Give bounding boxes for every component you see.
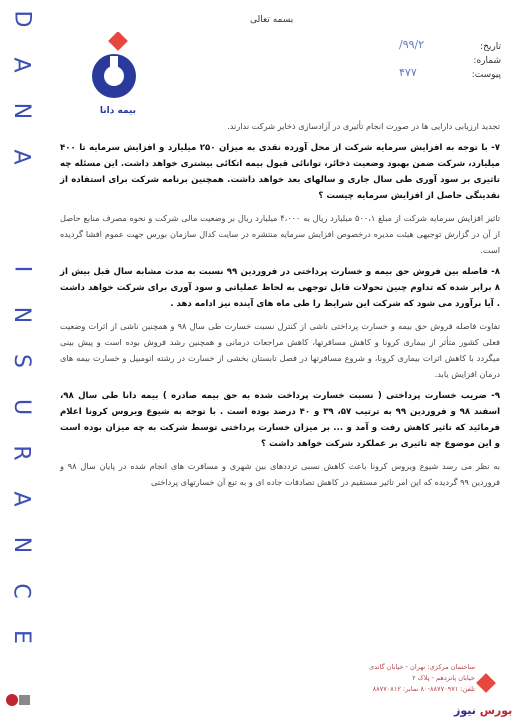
footer-address <box>345 662 475 695</box>
side-letter: A <box>9 491 34 507</box>
answer-8: تفاوت فاصله فروش حق بیمه و خسارت پرداختی ناشی از کنترل نسبت خسارت طی سال ۹۸ و همچنین ناشی از اثرات وضعیت فعلی کشور متأثر از بیماری کرونا و کاهش مسافرتها، کاهش مراجعات درمانی و همچنین رشد فروش بوده است و پیش بینی میگردد با کاهش اثرات بیماری کرونا، و شروع مسافرتها در فصل تابستان بخشی از خسارت در رشته اتومبیل و خسارت بیمه های درمان افزایش یابد. <box>60 321 500 379</box>
corner-stamp-icon <box>4 690 32 710</box>
side-letter: N <box>9 306 34 324</box>
watermark-part1: بورس <box>479 704 513 717</box>
side-letter: U <box>8 398 34 416</box>
attach-row <box>381 68 501 82</box>
side-letter: I <box>9 265 34 273</box>
side-letter: R <box>8 445 34 461</box>
question-7: ۷- با توجه به افزایش سرمایه شرکت از محل آورده نقدی به میزان ۲۵۰ میلیارد و افزایش سرمایه تا ۴۰۰ میلیارد، شرکت ضمن بهبود وضعیت ذخائر، توانائی قبول بیمه اتکائی بیشتری خواهد داشت. این مسئله چه تاثیری بر سود آوری طی سال جاری و سالهای بعد خواهد داشت. همچنین برنامه شرکت برای استفاده از نقدینگی حاصل از افزایش سرمایه چیست ؟ <box>60 143 500 201</box>
watermark-part2: نیوز <box>454 704 476 717</box>
question-9: ۹- ضریب خسارت پرداختی ( نسبت خسارت پرداخت شده به حق بیمه صادره ) بیمه دانا طی سال ۹۸، اسفند ۹۸ و فروردین ۹۹ به ترتیب ۵۷، ۳۹ و ۴۰ درصد بوده است . با توجه به شیوع ویروس کرونا اعلام فرمائید که تاثیر کاهش رفت و آمد و ... بر میزان خسارت پرداختی توسط شرکت به چه میزان بوده است و این موضوع چه تاثیری بر عملکرد شرکت خواهد داشت ؟ <box>60 391 501 449</box>
watermark <box>454 704 512 717</box>
date-row <box>381 40 501 54</box>
question-8: ۸- فاصله بین فروش حق بیمه و خسارت پرداختی در فروردین ۹۹ نسبت به مدت مشابه سال قبل بیش از ۸ برابر شده که تداوم چنین تحولات قابل توجهی به لحاظ عملیاتی و سود آوری برای شرکت خواهد داشت . آیا برآورد می شود که شرکت این شرایط را طی ماه های آینده نیز ادامه دهد . <box>60 267 500 309</box>
answer-7: تاثیر افزایش سرمایه شرکت از مبلغ ۵۰۰،۱ میلیارد ریال به ۴،۰۰۰ میلیارد ریال بر وضعیت مالی شرکت و نحوه مصرف منابع حاصل از آن در گزارش توجیهی هیئت مدیره درخصوص افزایش سرمایه منتشره در سایت کدال سازمان بورس جهت عموم افشا گردیده است. <box>60 213 500 255</box>
side-letter: A <box>9 57 34 73</box>
paragraph: تجدید ارزیابی دارایی ها در صورت انجام تأثیری در آزادسازی ذخایر شرکت ندارند. <box>227 121 500 131</box>
date-label: تاریخ: <box>480 42 501 52</box>
letter-body <box>60 118 500 496</box>
dana-logo-icon <box>84 32 144 102</box>
side-letter: N <box>9 536 34 554</box>
answer-9: به نظر می رسد شیوع ویروس کرونا باعث کاهش نسبی ترددهای بین شهری و مسافرت های انجام شده در پایان سال ۹۸ و فروردین ۹۹ گردیده که این امر تاثیر مستقیم در کاهش تصادفات جاده ای و به تبع آن خسارتهای پرداختی <box>60 461 500 487</box>
side-letter: N <box>9 102 34 120</box>
side-letter: D <box>8 10 34 28</box>
bismillah-heading: بسمه تعالی <box>250 15 294 25</box>
side-letter: E <box>9 630 34 644</box>
attach-label: پیوست: <box>471 70 501 80</box>
date-value: ۹۹/۲/ <box>399 38 425 51</box>
footer-line: خیابان پانزدهم - پلاک ۲ <box>412 674 475 682</box>
number-label: شماره: <box>473 56 501 66</box>
side-letter: A <box>9 149 34 165</box>
side-letter: S <box>9 354 34 368</box>
letter-meta <box>381 40 501 82</box>
footer-diamond-icon <box>476 673 496 693</box>
attach-value: ۴۷۷ <box>399 66 417 79</box>
footer-line: ساختمان مرکزی: تهران - خیابان گاندی <box>368 663 475 671</box>
side-brand-lettering <box>8 8 34 648</box>
logo-text: بیمه دانا <box>99 106 137 116</box>
side-letter: C <box>9 583 34 599</box>
footer-line: تلفن: ۸۸۷۷۰۹۷۱-۸۰ نمابر: ۸۸۷۷۰۸۱۲ <box>372 685 475 693</box>
